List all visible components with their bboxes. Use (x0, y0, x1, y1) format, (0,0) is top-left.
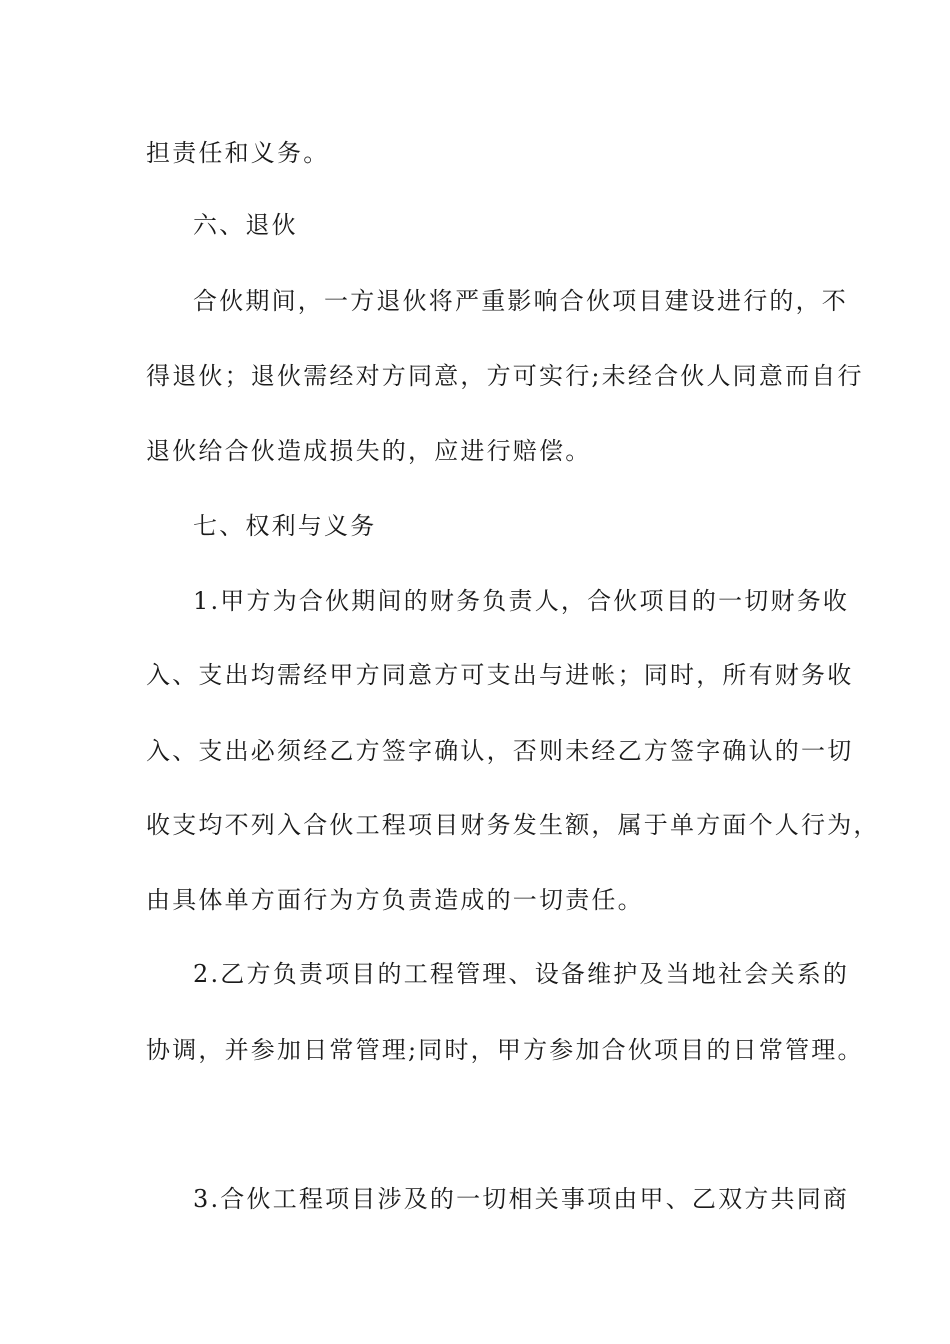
paragraph-line: 3.合伙工程项目涉及的一切相关事项由甲、乙双方共同商 (193, 1185, 850, 1213)
paragraph-line: 由具体单方面行为方负责造成的一切责任。 (146, 886, 644, 914)
paragraph-line: 入、支出均需经甲方同意方可支出与进帐；同时，所有财务收 (146, 661, 854, 689)
paragraph-line: 退伙给合伙造成损失的，应进行赔偿。 (146, 437, 592, 465)
paragraph-line: 收支均不列入合伙工程项目财务发生额，属于单方面个人行为， (146, 811, 880, 839)
paragraph-line: 协调，并参加日常管理;同时，甲方参加合伙项目的日常管理。 (146, 1036, 864, 1064)
paragraph-line: 2.乙方负责项目的工程管理、设备维护及当地社会关系的 (193, 960, 850, 988)
paragraph-line: 入、支出必须经乙方签字确认，否则未经乙方签字确认的一切 (146, 737, 854, 765)
paragraph-line: 得退伙；退伙需经对方同意，方可实行;未经合伙人同意而自行 (146, 362, 864, 390)
paragraph-line: 1.甲方为合伙期间的财务负责人，合伙项目的一切财务收 (193, 587, 850, 615)
paragraph-line: 担责任和义务。 (146, 139, 330, 167)
section-heading: 六、退伙 (193, 211, 298, 239)
paragraph-line: 合伙期间，一方退伙将严重影响合伙项目建设进行的，不 (193, 287, 848, 315)
section-heading: 七、权利与义务 (193, 512, 377, 540)
